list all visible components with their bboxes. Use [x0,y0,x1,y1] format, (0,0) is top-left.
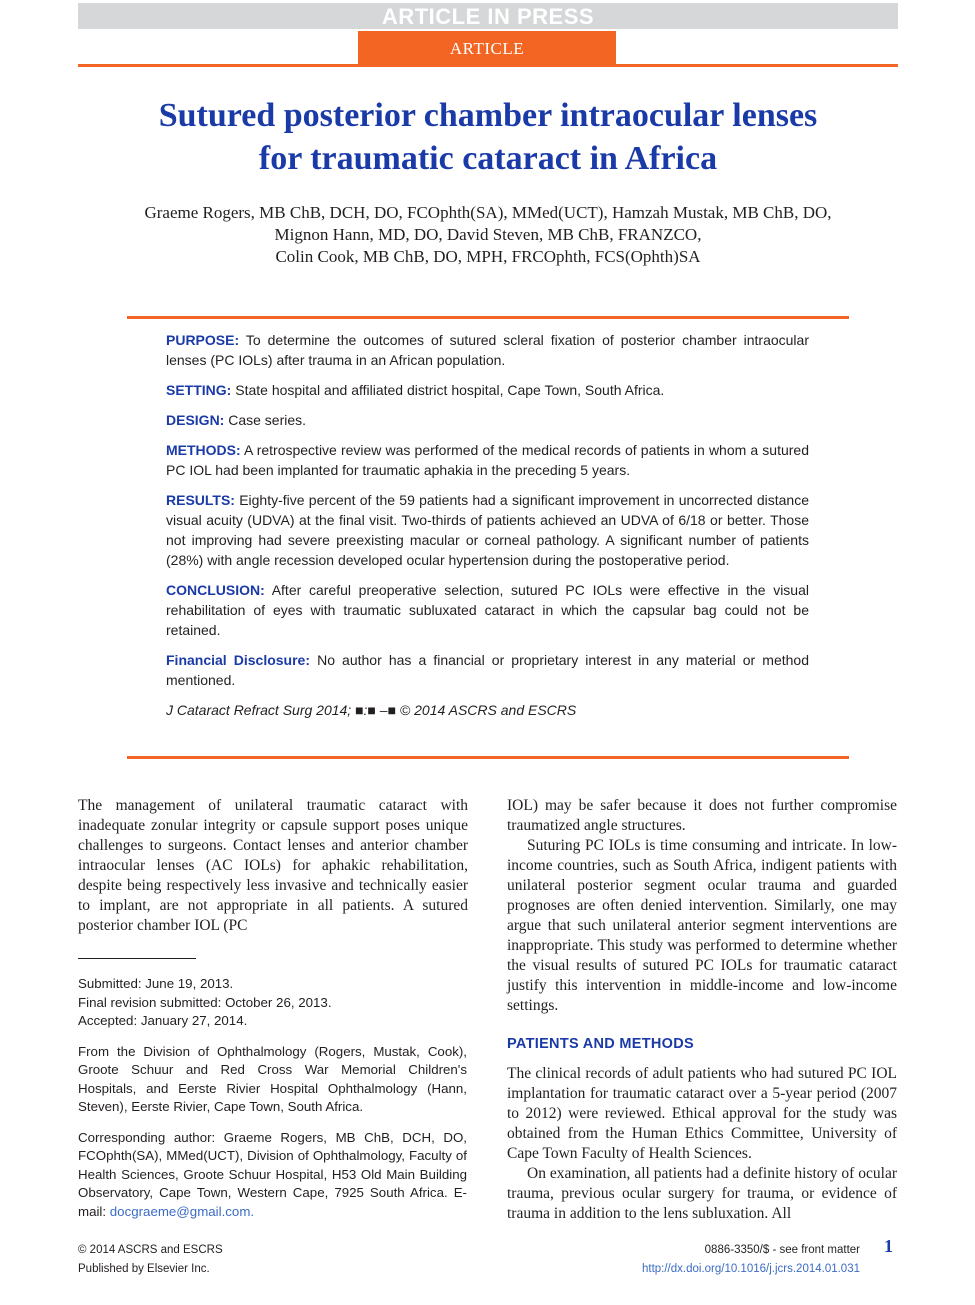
design-label: DESIGN: [166,412,225,428]
article-type-tag: ARTICLE [358,31,616,64]
conclusion-text: After careful preoperative selection, sutured PC IOLs were effective in the visual rehabilitation of eyes with traumatic subluxated cataract in which the capsular bag could not be retained. [166,582,809,638]
conclusion-label: CONCLUSION: [166,582,265,598]
issn-notice: 0886-3350/$ - see front matter [704,1244,860,1256]
header-rule [78,64,898,67]
article-title [78,94,898,180]
author-line-2: Mignon Hann, MD, DO, David Steven, MB ChB, FRANZCO, [274,225,702,244]
disclosure-text: No author has a financial or proprietary interest in any material or method mentioned. [166,652,809,688]
abstract-disclosure [166,650,809,690]
page-number: 1 [884,1236,893,1256]
abstract-results [166,490,809,570]
body-paragraph-3: The clinical records of adult patients who had sutured PC IOL implantation for traumatic cataract over a 5-year period (2007 to 2012) were reviewed. Ethical approval for the study was obtained from the Human Ethics Committee, University of Cape Town Faculty of Health Sciences. [507,1065,897,1162]
methods-label: METHODS: [166,442,241,458]
abstract-conclusion [166,580,809,640]
methods-text: A retrospective review was performed of the medical records of patients in whom a sutured PC IOL had been implanted for traumatic aphakia in the preceding 5 years. [166,442,809,478]
body-paragraph-2: Suturing PC IOLs is time consuming and intricate. In low-income countries, such as South Africa, indigent patients with unilateral posterior segment ocular trauma and guarded prognoses are often denied intervention. Similarly, one may argue that such unilateral anterior segment interventions are inappropriate. This study was performed to determine whether the visual results of sutured PC IOLs for traumatic cataract justify this intervention in middle-income and low-income settings. [507,837,897,1014]
journal-citation: J Cataract Refract Surg 2014; ■:■ –■ © 2014 ASCRS and ESCRS [166,702,577,718]
copyright-notice: © 2014 ASCRS and ESCRS [78,1244,223,1256]
abstract-purpose [166,330,809,370]
article-in-press-banner: ARTICLE IN PRESS [78,3,898,29]
corresponding-author-note [78,1129,467,1222]
accepted-date: Accepted: January 27, 2014. [78,1013,248,1028]
abstract-bottom-rule [127,756,849,759]
purpose-text: To determine the outcomes of sutured scleral fixation of posterior chamber intraocular lenses (PC IOLs) after trauma in an African population. [166,332,809,368]
footer-right [620,1241,860,1279]
design-text: Case series. [224,412,307,428]
author-list [78,202,898,268]
footnote-rule [78,958,196,959]
abstract-methods [166,440,809,480]
results-label: RESULTS: [166,492,235,508]
revision-date: Final revision submitted: October 26, 2013. [78,994,332,1010]
footer-left [78,1241,223,1279]
title-line-2: for traumatic cataract in Africa [258,140,718,177]
submitted-date: Submitted: June 19, 2013. [78,976,234,991]
setting-text: State hospital and affiliated district hospital, Cape Town, South Africa. [231,382,665,398]
abstract-setting [166,380,809,400]
setting-label: SETTING: [166,382,232,398]
disclosure-label: Financial Disclosure: [166,652,311,668]
abstract [166,330,809,730]
abstract-design [166,410,809,430]
doi-link[interactable]: http://dx.doi.org/10.1016/j.jcrs.2014.01.031 [641,1263,860,1275]
intro-paragraph: The management of unilateral traumatic cataract with inadequate zonular integrity or capsule support poses unique challenges to surgeons. Contact lenses and anterior chamber intraocular lenses (AC IOLs) for aphakic rehabilitation, despite being respectively less invasive and technically easier to implant, are not appropriate in all patients. A sutured posterior chamber IOL (PC [78,797,468,934]
title-line-1: Sutured posterior chamber intraocular lenses [158,97,818,134]
article-notes [78,975,467,1221]
corresponding-text: Corresponding author: Graeme Rogers, MB ChB, DCH, DO, FCOphth(SA), MMed(UCT), Division of Ophthalmology, Faculty of Health Sciences, Groote Schuur Hospital, H53 Old Main Building Observatory, Cape Town, Western Cape, 7925 South Africa. E-mail: [78,1129,467,1219]
body-paragraph-1: IOL) may be safer because it does not further compromise traumatized angle structures. [507,797,897,834]
results-text: Eighty-five percent of the 59 patients had a significant improvement in uncorrected distance visual acuity (UDVA) at the final visit. Two-thirds of patients achieved an UDVA of 6/18 or better. Those not improving had severe preexisting macular or corneal pathology. A significant number of patients (28%) with angle recession developed ocular hypertension during the postoperative period. [166,492,809,568]
affiliation-note: From the Division of Ophthalmology (Rogers, Mustak, Cook), Groote Schuur and Red Cross War Memorial Children's Hospitals, and Eerste Rivier Hospital Ophthalmology (Hann, Steven), Eerste Rivier, Cape Town, South Africa. [78,1043,467,1114]
section-heading-patients-methods: PATIENTS AND METHODS [507,1036,694,1052]
abstract-top-rule [127,316,849,319]
purpose-label: PURPOSE: [166,332,240,348]
publisher-notice: Published by Elsevier Inc. [78,1263,210,1275]
email-link[interactable]: docgraeme@gmail.com. [109,1203,255,1219]
author-line-1: Graeme Rogers, MB ChB, DCH, DO, FCOphth(SA), MMed(UCT), Hamzah Mustak, MB ChB, DO, [144,203,832,222]
body-paragraph-4: On examination, all patients had a definite history of ocular trauma, previous ocular surgery for trauma, or evidence of trauma in addition to the lens subluxation. All [507,1165,897,1222]
body-right-column [507,796,897,1224]
author-line-3: Colin Cook, MB ChB, DO, MPH, FRCOphth, FCS(Ophth)SA [275,247,701,266]
body-left-column [78,796,468,936]
